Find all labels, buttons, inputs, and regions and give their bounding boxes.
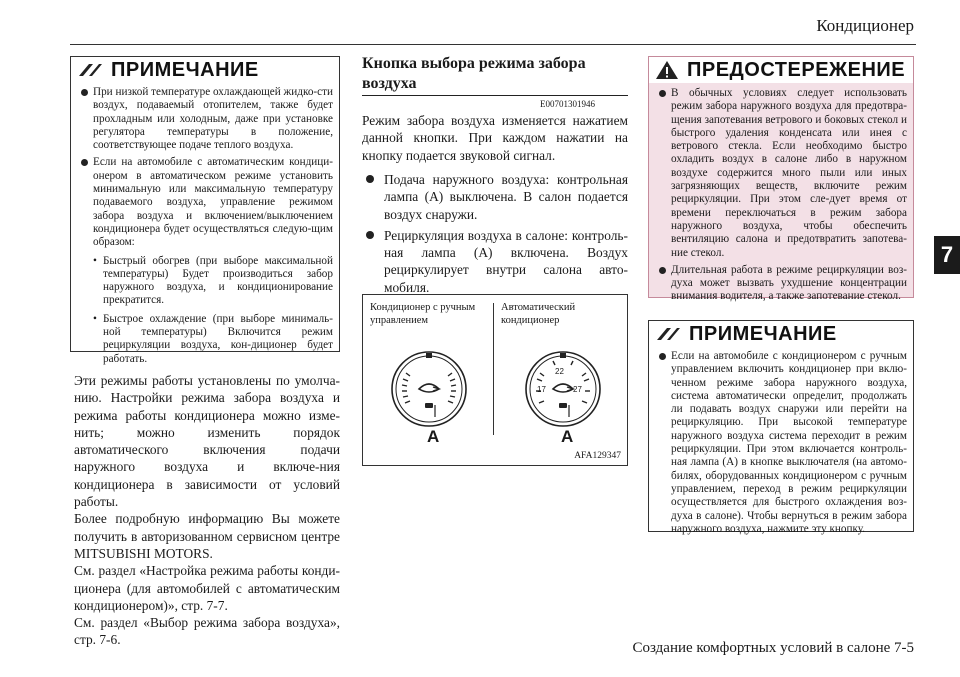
section-bullet: [362, 227, 628, 296]
warning-heading: ПРЕДОСТЕРЕЖЕНИЕ: [687, 58, 906, 81]
warning-bullet-text: В обычных условиях следует использовать режим забора наружного воздуха для предотвра-щения запотевания ветрового и боковых стекол и быстрого удаления конденсата или инея с ветрового стекла. Если необходимо быстро охладить воздух в салоне либо в наружном воздухе содержится много пыли или иных загрязняющих веществ, включите режим рециркуляции. При этом сле-дует время от времени переключаться в режим забора наружного воздуха, чтобы обеспечить вентиляцию салона и предотвратить запотева-ние стекол.: [671, 87, 907, 259]
bullet-icon: [81, 159, 88, 166]
note-header: [71, 58, 339, 82]
temp-mark-low: 17: [537, 385, 546, 394]
note-bullet-text: При низкой температуре охлаждающей жидко-сти воздух, подаваемый отопителем, также будет прохладным или холодным, даже при установке регулятора температуры в положение, соответствующее подаче теплого воздуха.: [93, 86, 333, 152]
body-paragraph: См. раздел «Выбор режима забора воздуха», стр. 7-6.: [74, 615, 340, 648]
warning-header: [649, 57, 913, 83]
section-code: E00701301946: [540, 99, 595, 109]
warning-bullet: [655, 87, 907, 260]
note-sub-item: • Быстрое охлаждение (при выборе минималь-ной температуры) Включится режим рециркуляции воздуха, кон-диционер будет работать.: [93, 312, 333, 365]
bullet-icon: [659, 90, 666, 97]
bullet-icon: [659, 267, 666, 274]
section-bullet: [362, 171, 628, 223]
figure-air-intake: [362, 294, 628, 466]
section-bullets: [362, 171, 628, 300]
header-divider: [70, 44, 916, 45]
note-sub-item-text: Быстрый обогрев (при выборе максимальной температуры) Будет производиться забор наружного воздуха, и кондиционирование прекратится.: [103, 254, 333, 307]
body-paragraph: Эти режимы работы установлены по умолча-нию. Настройки режима забора воздуха и режима работы кондиционера можно изме-нить; можно изменить порядок автоматического включения подачи наружного воздуха и включе-ния кондиционера в зависимости от условий работы.: [74, 373, 340, 510]
bullet-icon: [366, 231, 374, 239]
pencil-icon: [655, 326, 681, 342]
temp-mark-mid: 22: [555, 367, 564, 376]
bullet-icon: [659, 353, 666, 360]
bullet-icon: [81, 89, 88, 96]
figure-caption-manual: Кондиционер с ручным управлением: [370, 302, 476, 326]
section-bullet-text: Рециркуляция воздуха в салоне: контроль-ная лампа (A) включена. Воздух рециркулирует внутри салона авто-мобиля.: [384, 227, 628, 295]
note-box-left: [70, 56, 340, 365]
section-divider: [362, 95, 628, 96]
note-heading: ПРИМЕЧАНИЕ: [689, 322, 837, 345]
note-bullet-text: Если на автомобиле с автоматическим кондици-онером в автоматическом режиме установить минимальную или максимальную температуру подаваемого воздуха, управление режимом забора воздуха и включением/выключением кондиционера будет осуществляться следую-щим образом:: [93, 156, 333, 249]
warning-box: [648, 56, 914, 303]
pencil-icon: [77, 62, 103, 78]
note-bullet: [77, 86, 333, 152]
lamp-label-a: A: [427, 427, 440, 446]
note-box-right: [648, 320, 914, 535]
left-body-text: [74, 372, 340, 649]
section-intro: Режим забора воздуха изменяется нажатием данной кнопки. При каждом нажатии на кнопку подается звуковой сигнал.: [362, 113, 628, 163]
figure-caption-auto: Автоматический кондиционер: [501, 302, 576, 326]
warning-bullet: [655, 264, 907, 304]
note-bullet: [77, 156, 333, 365]
note-sub-item: • Быстрый обогрев (при выборе максимальной температуры) Будет производиться забор наружного воздуха, и кондиционирование прекратится.: [93, 254, 333, 307]
note-bullet-text: Если на автомобиле с кондиционером с ручным управлением включить кондиционер при вклю-ченном режиме забора наружного воздуха, система автоматически определит, продолжать ли подавать воздух снаружи или перейти на рециркуляцию. При высокой температуре наружного воздуха система переходит в режим рециркуляции. При этом включается контроль-ная лампа (A) в кнопке выключателя (на автомо-билях, оборудованных кондиционером с ручным управлением, переход в режим рециркуляции осуществляется для быстрого охлаждения воз-духа в салоне). Чтобы вернуться в режим забора наружного воздуха, нажмите эту кнопку.: [671, 350, 907, 535]
figure-divider: [493, 303, 494, 435]
warning-bullet-text: Длительная работа в режиме рециркуляции воз-духа может вызвать ухудшение концентрации внимания водителя, а также запотевание стекол.: [671, 263, 907, 303]
bullet-icon: [366, 175, 374, 183]
temp-mark-high: 27: [573, 385, 582, 394]
lamp-label-a: A: [561, 427, 574, 446]
note-bullet: [655, 350, 907, 536]
note-sub-item-text: Быстрое охлаждение (при выборе минималь-ной температуры) Включится режим рециркуляции воздуха, кон-диционер будет работать.: [103, 312, 333, 365]
note-heading: ПРИМЕЧАНИЕ: [111, 58, 259, 81]
figure-code: AFA129347: [574, 451, 621, 461]
page-footer: Создание комфортных условий в салоне 7-5: [632, 640, 914, 656]
note-header: [649, 322, 913, 346]
page-header-title: Кондиционер: [816, 16, 914, 35]
section-heading: Кнопка выбора режима забора воздуха: [362, 55, 586, 92]
warning-triangle-icon: [655, 60, 679, 80]
chapter-tab[interactable]: 7: [934, 236, 960, 274]
section-bullet-text: Подача наружного воздуха: контрольная лампа (A) выключена. В салон подается воздух снаружи.: [384, 172, 628, 222]
body-paragraph: См. раздел «Настройка режима работы конди-ционера (для автомобилей с автоматическим кондиционером)», стр. 7-7.: [74, 563, 340, 613]
body-paragraph: Более подробную информацию Вы можете получить в авторизованном сервисном центре MITSUBISHI MOTORS.: [74, 511, 340, 561]
